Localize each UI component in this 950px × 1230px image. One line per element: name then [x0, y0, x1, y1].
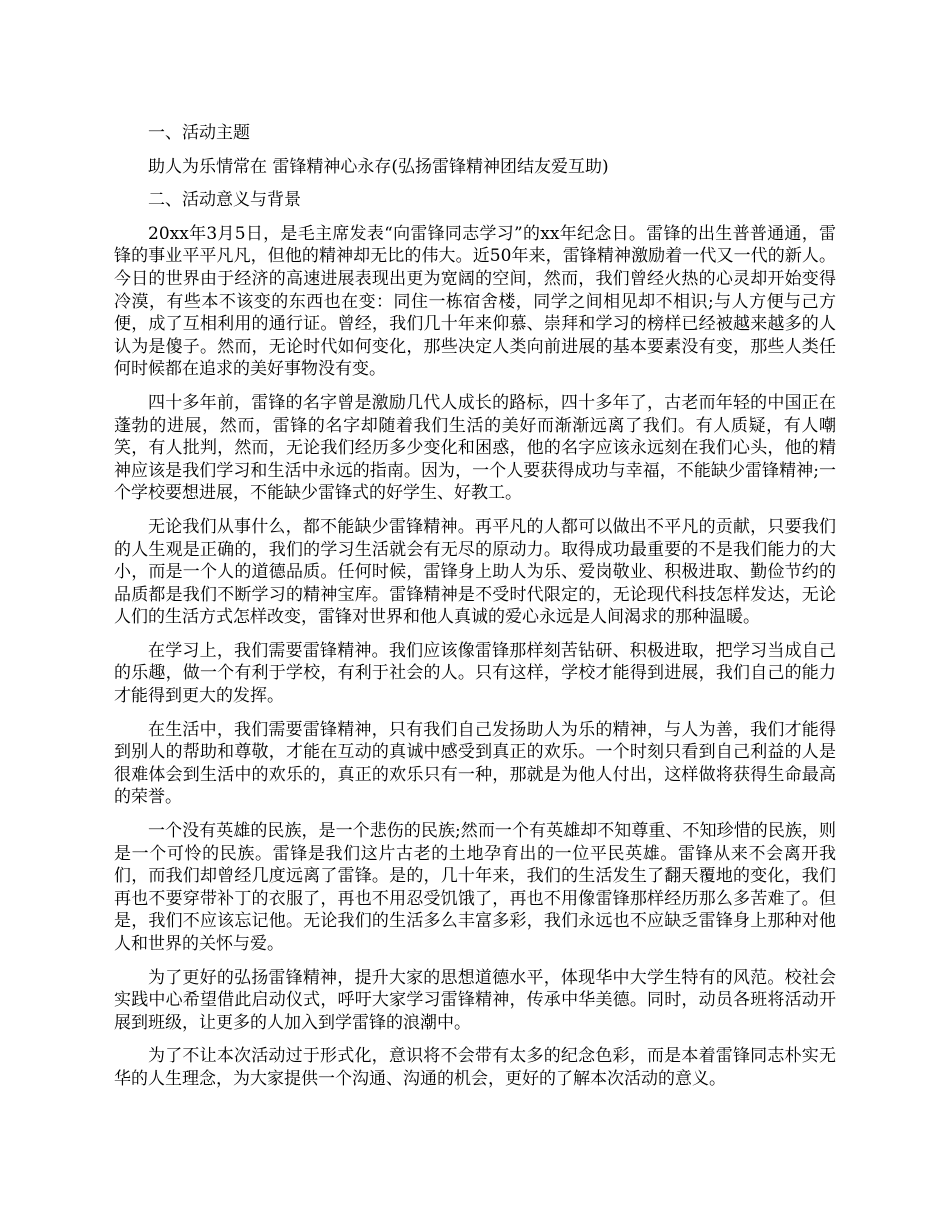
paragraph: 在生活中，我们需要雷锋精神，只有我们自己发扬助人为乐的精神，与人为善，我们才能得到别人的帮助和尊敬，才能在互动的真诚中感受到真正的欢乐。一个时刻只看到自己利益的人是很难体会到生活中的欢乐的，真正的欢乐只有一种，那就是为他人付出，这样做将获得生命最高的荣誉。 — [114, 719, 836, 808]
paragraph: 为了更好的弘扬雷锋精神，提升大家的思想道德水平，体现华中大学生特有的风范。校社会实践中心希望借此启动仪式，呼吁大家学习雷锋精神，传承中华美德。同时，动员各班将活动开展到班级，让更多的人加入到学雷锋的浪潮中。 — [114, 967, 836, 1033]
paragraph: 四十多年前，雷锋的名字曾是激励几代人成长的路标，四十多年了，古老而年轻的中国正在蓬勃的进展，然而，雷锋的名字却随着我们生活的美好而渐渐远离了我们。有人质疑，有人嘲笑，有人批判，然而，无论我们经历多少变化和困惑，他的名字应该永远刻在我们心头，他的精神应该是我们学习和生活中永远的指南。因为，一个人要获得成功与幸福，不能缺少雷锋精神;一个学校要想进展，不能缺少雷锋式的好学生、好教工。 — [114, 392, 836, 504]
theme-title: 助人为乐情常在 雷锋精神心永存(弘扬雷锋精神团结友爱互助) — [148, 156, 609, 177]
paragraph: 在学习上，我们需要雷锋精神。我们应该像雷锋那样刻苦钻研、积极进取，把学习当成自己的乐趣，做一个有利于学校，有利于社会的人。只有这样，学校才能得到进展，我们自己的能力才能得到更大的发挥。 — [114, 640, 836, 707]
paragraph: 20xx年3月5日，是毛主席发表“向雷锋同志学习”的xx年纪念日。雷锋的出生普普通通，雷锋的事业平平凡凡，但他的精神却无比的伟大。近50年来，雷锋精神激励着一代又一代的新人。今日的世界由于经济的高速进展表现出更为宽阔的空间，然而，我们曾经火热的心灵却开始变得冷漠，有些本不该变的东西也在变：同住一栋宿舍楼，同学之间相见却不相识;与人方便与己方便，成了互相利用的通行证。曾经，我们几十年来仰慕、崇拜和学习的榜样已经被越来越多的人认为是傻子。然而，无论时代如何变化，那些决定人类向前进展的基本要素没有变，那些人类任何时候都在追求的美好事物没有变。 — [114, 223, 836, 380]
section-heading-theme: 一、活动主题 — [148, 123, 250, 143]
paragraph: 一个没有英雄的民族，是一个悲伤的民族;然而一个有英雄却不知尊重、不知珍惜的民族，则是一个可怜的民族。雷锋是我们这片古老的土地孕育出的一位平民英雄。雷锋从来不会离开我们，而我们却曾经几度远离了雷锋。是的，几十年来，我们的生活发生了翻天覆地的变化，我们再也不要穿带补丁的衣服了，再也不用忍受饥饿了，再也不用像雷锋那样经历那么多苦难了。但是，我们不应该忘记他。无论我们的生活多么丰富多彩，我们永远也不应缺乏雷锋身上那种对他人和世界的关怀与爱。 — [114, 821, 836, 954]
document-body — [114, 122, 836, 1102]
paragraph: 无论我们从事什么，都不能缺少雷锋精神。再平凡的人都可以做出不平凡的贡献，只要我们的人生观是正确的，我们的学习生活就会有无尽的原动力。取得成功最重要的不是我们能力的大小，而是一个人的道德品质。任何时候，雷锋身上助人为乐、爱岗敬业、积极进取、勤俭节约的品质都是我们不断学习的精神宝库。雷锋精神是不受时代限定的，无论现代科技怎样发达，无论人们的生活方式怎样改变，雷锋对世界和他人真诚的爱心永远是人间渴求的那种温暖。 — [114, 516, 836, 628]
section-heading-background: 二、活动意义与背景 — [148, 190, 301, 211]
paragraph: 为了不让本次活动过于形式化，意识将不会带有太多的纪念色彩，而是本着雷锋同志朴实无华的人生理念，为大家提供一个沟通、沟通的机会，更好的了解本次活动的意义。 — [114, 1046, 836, 1089]
